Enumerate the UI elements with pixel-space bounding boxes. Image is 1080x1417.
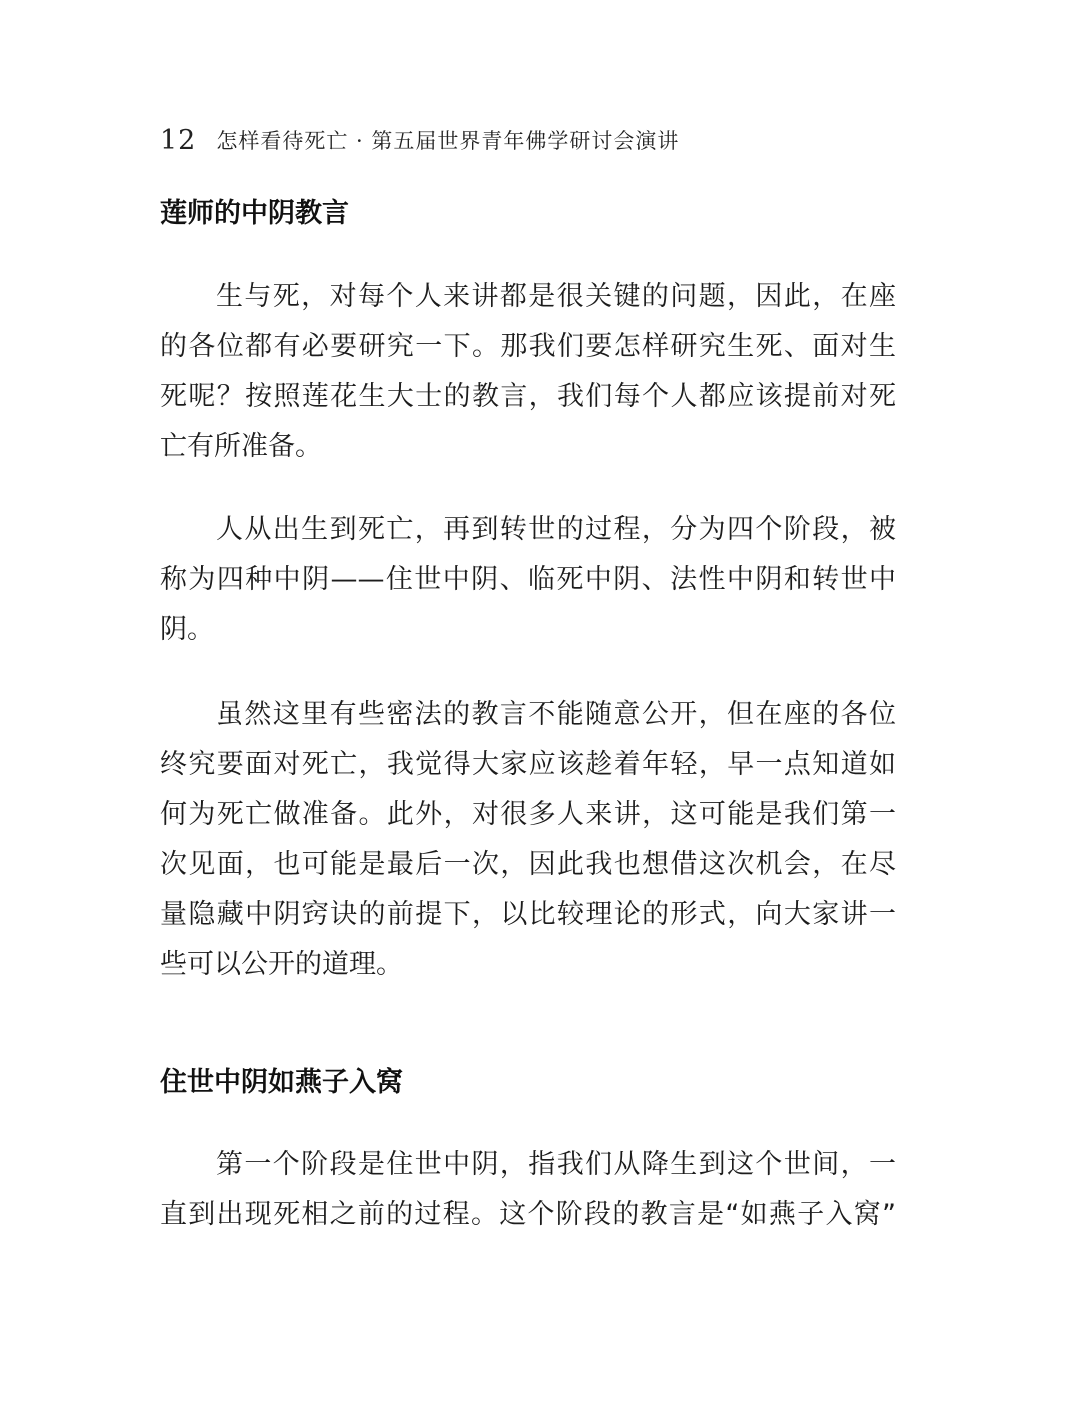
paragraph-line: 亡有所准备。 [160, 431, 322, 462]
section-heading-1: 莲师的中阴教言 [160, 198, 349, 229]
page-number: 12 [160, 124, 197, 156]
paragraph-4 [160, 1140, 896, 1240]
paragraph-line: 次见面，也可能是最后一次，因此我也想借这次机会，在尽 [160, 849, 896, 880]
paragraph-line: 些可以公开的道理。 [160, 949, 403, 980]
paragraph-line: 终究要面对死亡，我觉得大家应该趁着年轻，早一点知道如 [160, 749, 896, 780]
paragraph-line: 阴。 [160, 614, 214, 645]
paragraph-line: 量隐藏中阴窍诀的前提下，以比较理论的形式，向大家讲一 [160, 899, 896, 930]
paragraph-line: 生与死，对每个人来讲都是很关键的问题，因此，在座 [216, 281, 896, 312]
paragraph-line: 称为四种中阴——住世中阴、临死中阴、法性中阴和转世中 [160, 564, 896, 595]
running-header [160, 120, 679, 160]
section-heading-2: 住世中阴如燕子入窝 [160, 1067, 403, 1098]
paragraph-line: 直到出现死相之前的过程。这个阶段的教言是“如燕子入窝” [160, 1199, 896, 1230]
paragraph-line: 虽然这里有些密法的教言不能随意公开，但在座的各位 [216, 699, 896, 730]
paragraph-line: 何为死亡做准备。此外，对很多人来讲，这可能是我们第一 [160, 799, 896, 830]
book-title: 怎样看待死亡 · 第五届世界青年佛学研讨会演讲 [216, 129, 680, 153]
paragraph-3 [160, 690, 896, 990]
paragraph-line: 第一个阶段是住世中阴，指我们从降生到这个世间，一 [216, 1149, 896, 1180]
paragraph-2 [160, 505, 896, 655]
paragraph-line: 的各位都有必要研究一下。那我们要怎样研究生死、面对生 [160, 331, 896, 362]
paragraph-1 [160, 272, 896, 472]
paragraph-line: 人从出生到死亡，再到转世的过程，分为四个阶段，被 [216, 514, 896, 545]
paragraph-line: 死呢？按照莲花生大士的教言，我们每个人都应该提前对死 [160, 381, 896, 412]
